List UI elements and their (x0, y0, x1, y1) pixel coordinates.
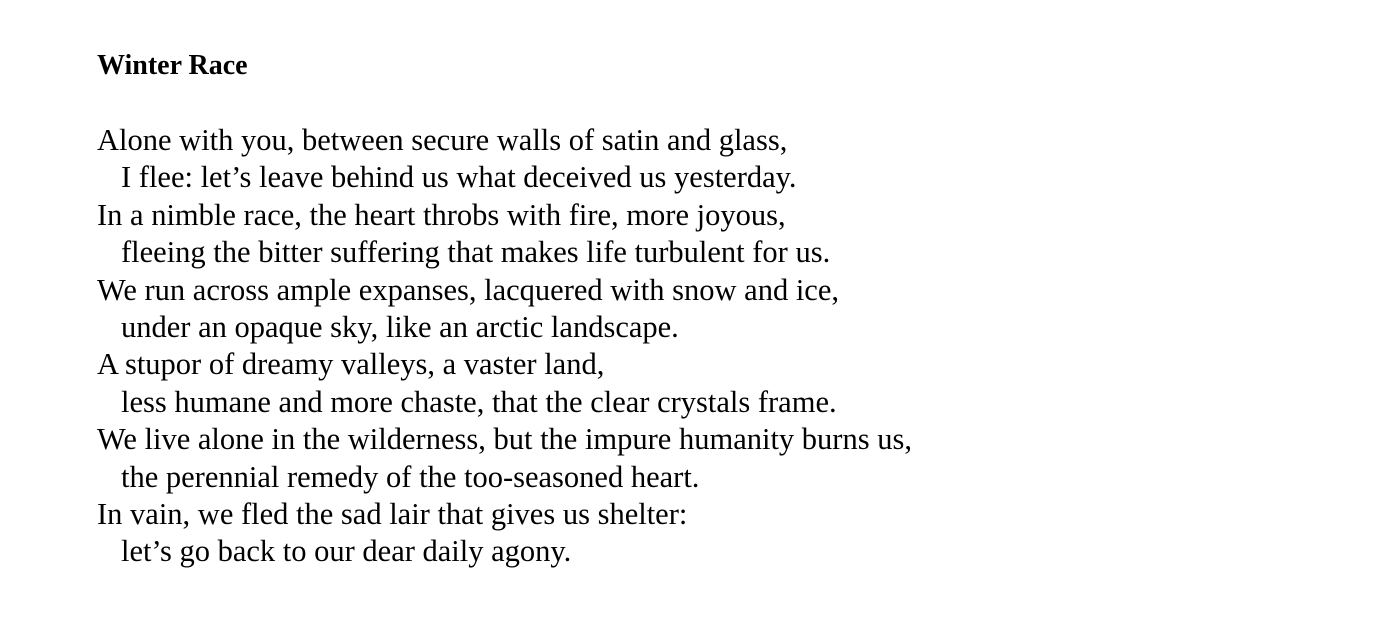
poem-line-9: We live alone in the wilderness, but the impure humanity burns us, (97, 422, 912, 457)
poem-title: Winter Race (97, 50, 248, 81)
poem-line-3: In a nimble race, the heart throbs with fire, more joyous, (97, 197, 786, 232)
poem-line-8: less humane and more chaste, that the clear crystals frame. (121, 384, 837, 419)
poem-line-10: the perennial remedy of the too-seasoned heart. (121, 459, 700, 494)
poem-body (97, 122, 1297, 571)
poem-line-12: let’s go back to our dear daily agony. (121, 534, 572, 569)
poem-line-5: We run across ample expanses, lacquered with snow and ice, (97, 272, 839, 307)
poem-line-4: fleeing the bitter suffering that makes life turbulent for us. (121, 235, 831, 270)
poem-line-6: under an opaque sky, like an arctic landscape. (121, 310, 679, 345)
poem-line-1: Alone with you, between secure walls of satin and glass, (97, 123, 788, 157)
poem-line-2: I flee: let’s leave behind us what deceived us yesterday. (121, 160, 797, 195)
poem-line-7: A stupor of dreamy valleys, a vaster land, (97, 347, 605, 382)
poem-line-11: In vain, we fled the sad lair that gives us shelter: (97, 497, 688, 532)
